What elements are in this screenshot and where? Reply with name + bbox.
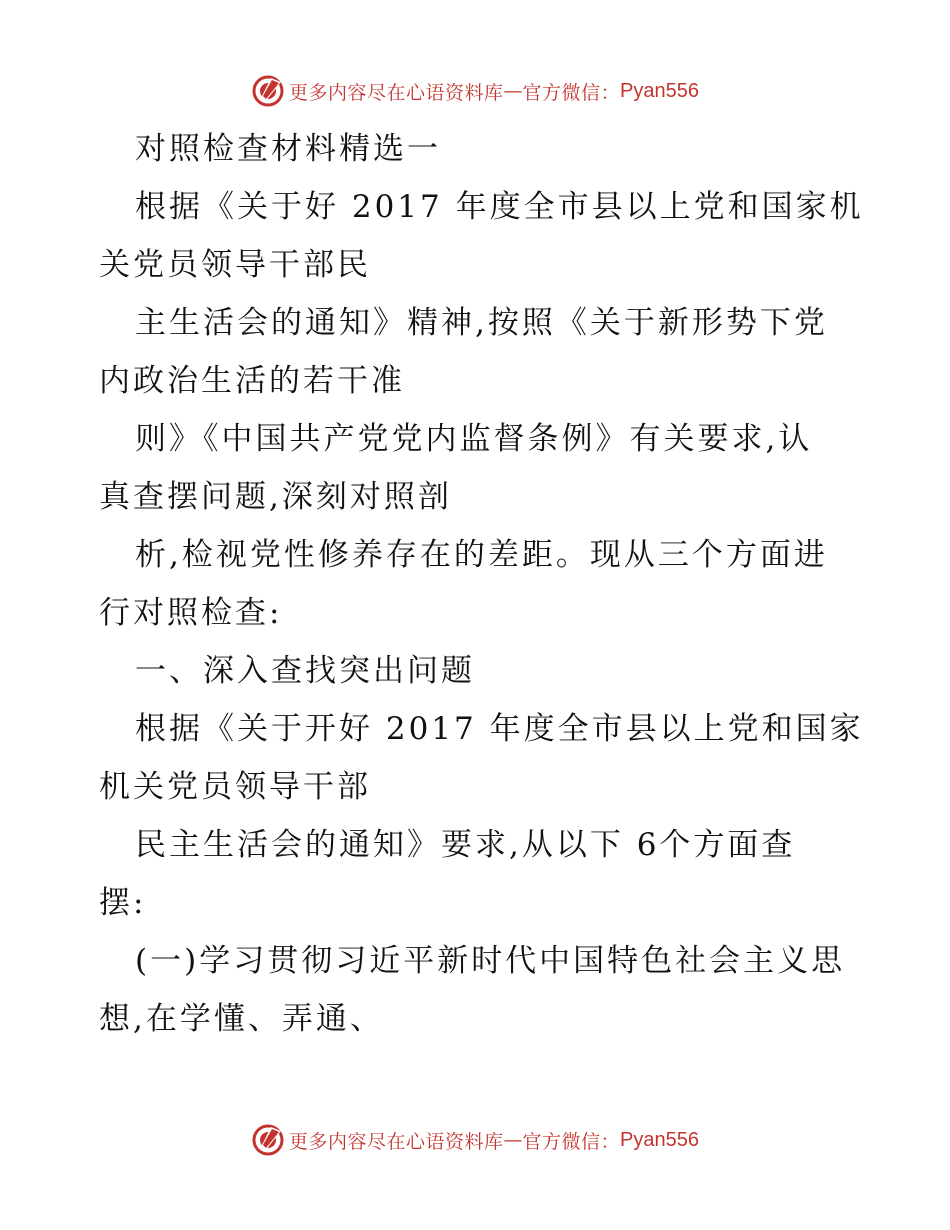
document-body — [99, 120, 864, 1048]
text-line-content: 根据《关于好 2017 年度全市县以上党和国家机 — [135, 189, 864, 225]
text-line-content: 真查摆问题,深刻对照剖 — [99, 479, 452, 515]
text-line-content: 内政治生活的若干准 — [99, 363, 405, 399]
text-line — [99, 700, 864, 758]
text-line — [99, 468, 851, 526]
text-line — [99, 120, 851, 178]
text-line-content: 析,检视党性修养存在的差距。现从三个方面进 — [135, 537, 828, 573]
text-line-content: 则》《中国共产党党内监督条例》有关要求,认 — [135, 421, 813, 457]
text-line — [99, 990, 851, 1048]
text-line — [99, 816, 851, 874]
text-line — [99, 352, 851, 410]
text-line-content: 摆: — [99, 885, 147, 921]
text-line — [99, 584, 851, 642]
text-line-content: 一、深入查找突出问题 — [135, 653, 475, 689]
watermark-dash: — — [503, 80, 523, 102]
watermark-account-id: Pyan556 — [620, 1128, 699, 1151]
text-line — [99, 178, 864, 236]
text-line-content: 行对照检查: — [99, 595, 283, 631]
pen-logo-icon — [251, 1123, 285, 1157]
text-line-content: 关党员领导干部民 — [99, 247, 371, 283]
text-line-content: 对照检查材料精选一 — [135, 131, 441, 167]
watermark-official-label: 官方微信： — [522, 81, 621, 104]
text-line-content: 民主生活会的通知》要求,从以下 6个方面查 — [135, 827, 796, 863]
footer-watermark — [0, 1120, 950, 1160]
watermark-account-id: Pyan556 — [620, 79, 699, 102]
text-line — [99, 932, 851, 990]
text-line — [99, 758, 851, 816]
watermark-dash: — — [503, 1129, 523, 1151]
pen-logo-icon — [251, 74, 285, 108]
text-line-content: 想,在学懂、弄通、 — [99, 1001, 384, 1037]
text-line — [99, 526, 851, 584]
text-line — [99, 236, 851, 294]
text-line — [99, 874, 851, 932]
watermark-brand-text: 更多内容尽在心语资料库 — [289, 1130, 504, 1153]
text-line-content: 机关党员领导干部 — [99, 769, 371, 805]
header-watermark — [0, 71, 950, 111]
text-line — [99, 294, 851, 352]
text-line-content: 主生活会的通知》精神,按照《关于新形势下党 — [135, 305, 828, 341]
section-heading — [99, 642, 851, 700]
watermark-official-label: 官方微信： — [522, 1130, 621, 1153]
watermark-brand-text: 更多内容尽在心语资料库 — [289, 81, 504, 104]
text-line-content: 根据《关于开好 2017 年度全市县以上党和国家 — [135, 711, 864, 747]
text-line — [99, 410, 851, 468]
text-line-content: (一)学习贯彻习近平新时代中国特色社会主义思 — [135, 943, 846, 979]
